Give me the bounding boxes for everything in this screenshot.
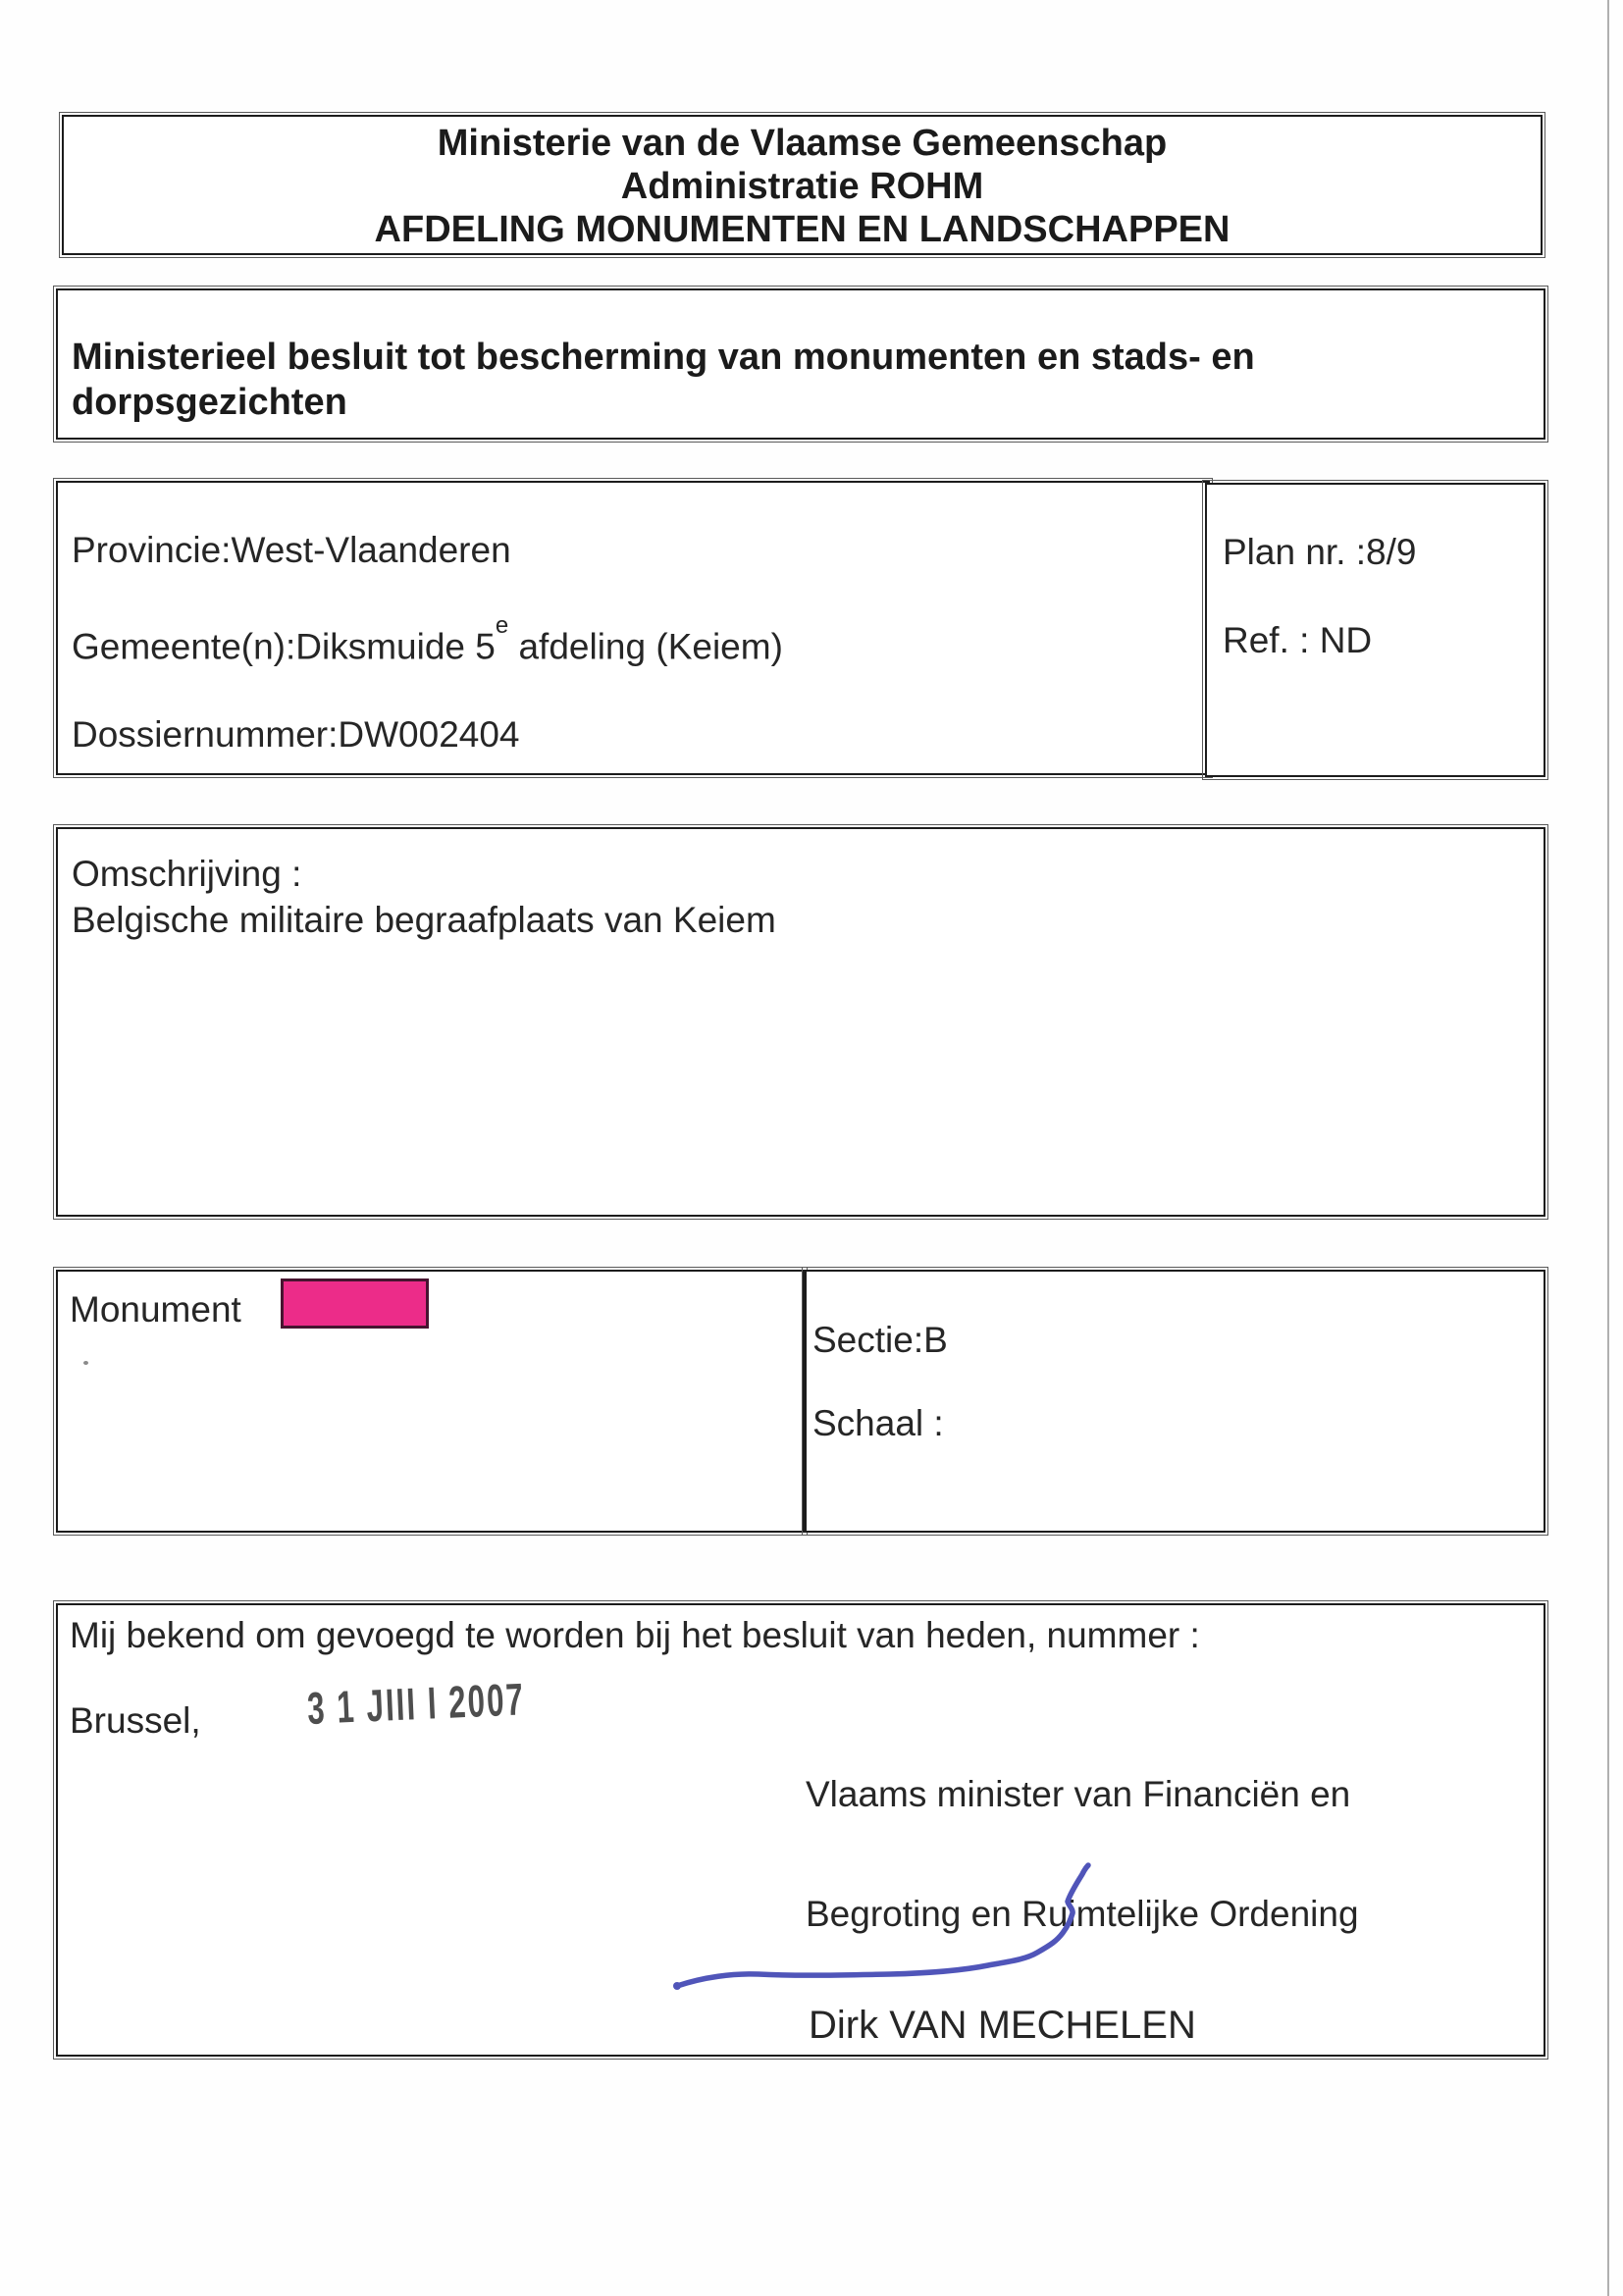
province-field: Provincie:West-Vlaanderen [72, 530, 511, 570]
signature-stroke [677, 1865, 1088, 1986]
signatory-name: Dirk VAN MECHELEN [809, 2004, 1196, 2047]
monument-color-marker [281, 1278, 429, 1329]
signature [664, 1858, 1135, 2006]
municipality-text-suffix: afdeling (Keiem) [508, 626, 783, 667]
decree-title-box [56, 288, 1545, 440]
municipality-superscript: e [495, 612, 509, 639]
dossier-number-field: Dossiernummer:DW002404 [72, 714, 520, 756]
municipality-field [72, 612, 1198, 667]
letterhead-box [62, 115, 1543, 255]
sectie-schaal-box [805, 1270, 1545, 1533]
decree-title-line2: dorpsgezichten [72, 382, 347, 423]
date-stamp: 3 1 JIII I 2007 [306, 1673, 526, 1734]
decree-title-line1: Ministerieel besluit tot bescherming van monumenten en stads- en [72, 337, 1255, 378]
minister-title-line2: Begroting en Ruimtelijke Ordening [806, 1894, 1359, 1934]
schaal-field: Schaal : [812, 1403, 944, 1443]
municipality-text: Gemeente(n):Diksmuide 5 [72, 626, 496, 667]
minister-title-line1: Vlaams minister van Financiën en [806, 1774, 1351, 1814]
scan-speck [83, 1361, 88, 1365]
plan-number-field: Plan nr. :8/9 [1223, 532, 1417, 572]
description-label: Omschrijving : [72, 854, 302, 894]
description-box [56, 827, 1545, 1217]
administration-name: Administratie ROHM [620, 166, 984, 207]
monument-box [56, 1270, 805, 1533]
scan-edge-line [1607, 0, 1609, 2296]
closing-statement: Mij bekend om gevoegd te worden bij het besluit van heden, nummer : [70, 1615, 1200, 1655]
location-info-box [56, 481, 1210, 775]
plan-ref-box [1205, 483, 1545, 777]
city-label: Brussel, [70, 1700, 201, 1741]
ministry-name: Ministerie van de Vlaamse Gemeenschap [437, 123, 1168, 164]
sectie-field: Sectie:B [812, 1320, 948, 1360]
closing-box [56, 1603, 1545, 2057]
reference-field: Ref. : ND [1223, 620, 1373, 660]
description-value: Belgische militaire begraafplaats van Keiem [72, 900, 776, 940]
monument-label: Monument [70, 1289, 241, 1330]
department-name: AFDELING MONUMENTEN EN LANDSCHAPPEN [374, 209, 1230, 250]
